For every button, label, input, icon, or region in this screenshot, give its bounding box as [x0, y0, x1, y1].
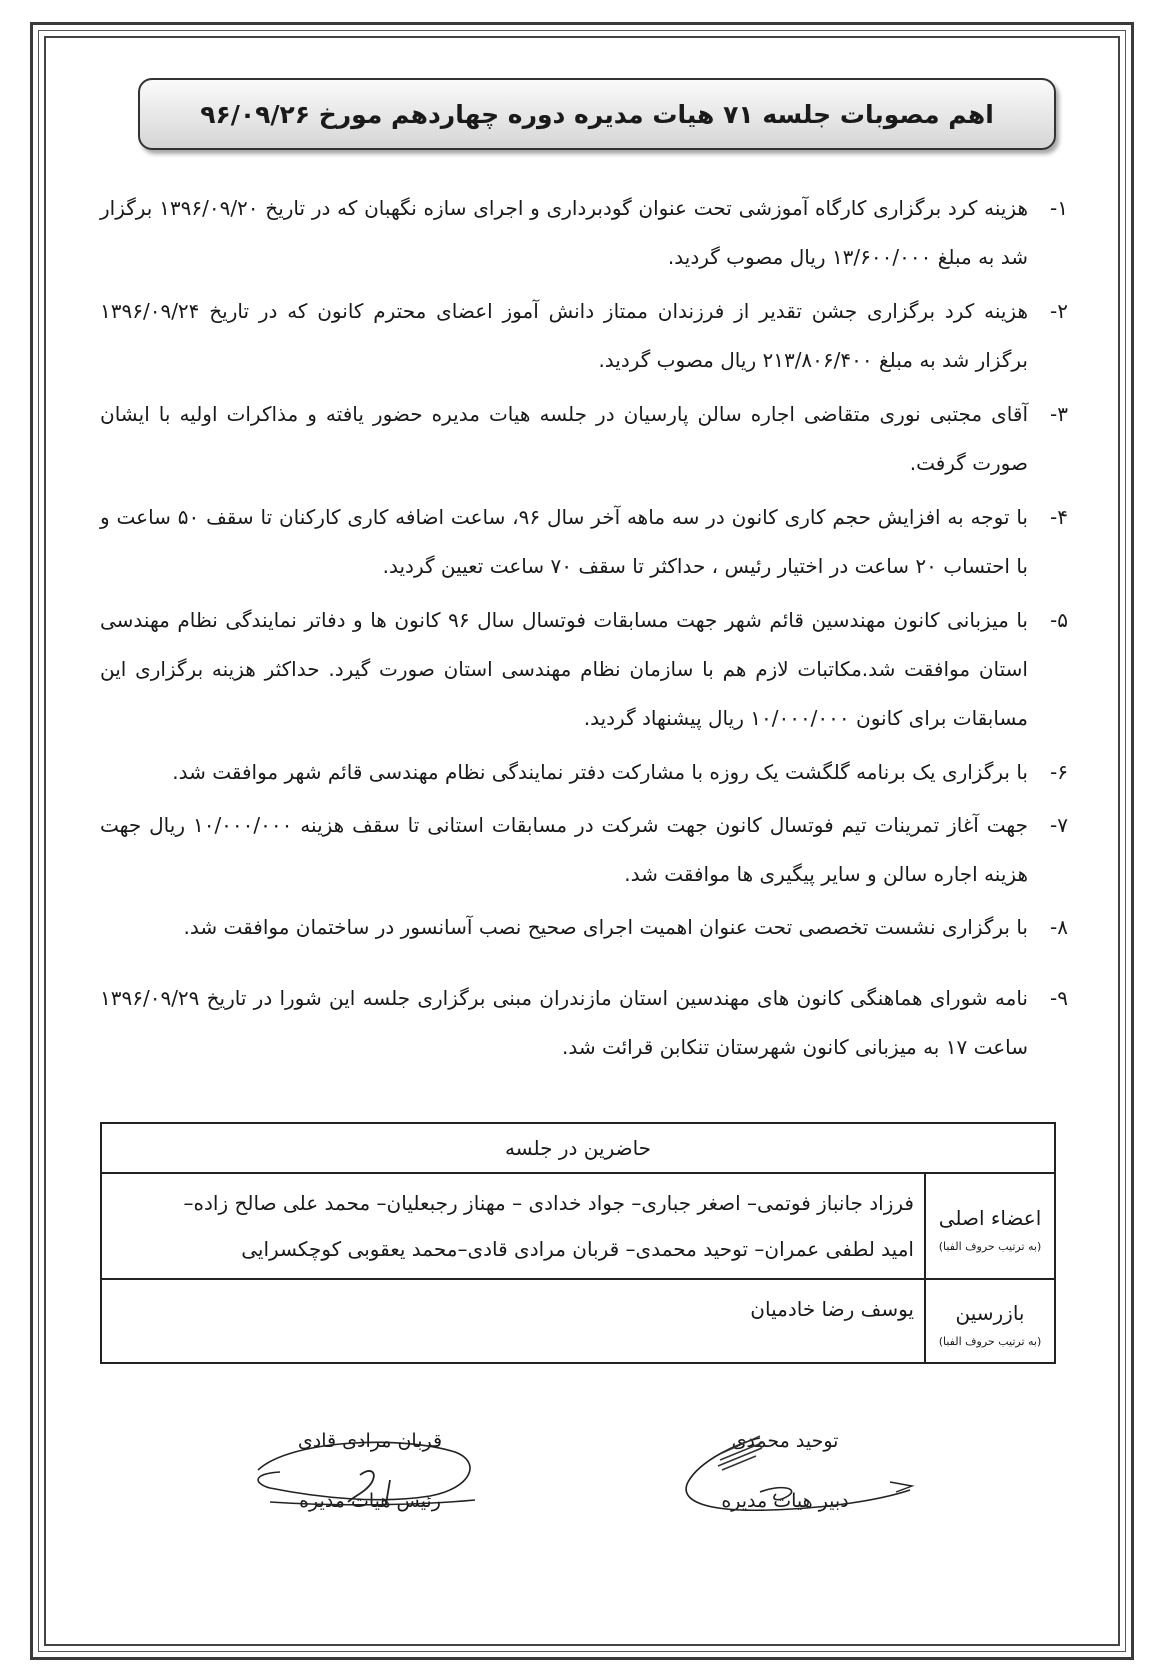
secretary-title: دبیر هیات مدیره [721, 1490, 849, 1512]
item-text: هزینه کرد برگزاری کارگاه آموزشی تحت عنوان گودبرداری و اجرای سازه نگهبان که در تاریخ ۱۳۹۶/۰۹/۲۰ برگزار شد به مبلغ ۱۳/۶۰۰/۰۰۰ ریال مصوب گردید. [100, 196, 1029, 269]
list-item [100, 493, 1068, 591]
item-number: ۱- [1050, 196, 1068, 220]
chairman-signature-icon [250, 1430, 490, 1530]
page-title: اهم مصوبات جلسه ۷۱ هیات مدیره دوره چهاردهم مورخ ۹۶/۰۹/۲۶ [200, 99, 994, 129]
attendance-header: حاضرین در جلسه [101, 1123, 1055, 1173]
inspectors-role-cell [925, 1279, 1055, 1363]
item-text: نامه شورای هماهنگی کانون های مهندسین استان مازندران مبنی برگزاری جلسه این شورا در تاریخ ۱۳۹۶/۰۹/۲۹ ساعت ۱۷ به میزبانی کانون شهرستان تنکابن قرائت شد. [100, 986, 1028, 1059]
item-number: ۸- [1050, 915, 1068, 939]
members-role-cell [925, 1173, 1055, 1279]
item-text: با برگزاری یک برنامه گلگشت یک روزه با مشارکت دفتر نمایندگی نظام مهندسی قائم شهر موافقت شد. [172, 760, 1028, 784]
chairman-title: رئیس هیات مدیره [299, 1490, 441, 1512]
attendance-table [100, 1122, 1056, 1364]
inspectors-note: (به ترتیب حروف الفبا) [938, 1334, 1042, 1348]
item-text: آقای مجتبی نوری متقاضی اجاره سالن پارسیان در جلسه هیات مدیره حضور یافته و مذاکرات اولیه با ایشان صورت گرفت. [100, 402, 1028, 475]
inspectors-names: یوسف رضا خادمیان [750, 1297, 914, 1321]
list-item [100, 974, 1068, 1072]
list-item [100, 596, 1068, 743]
list-item [100, 748, 1068, 797]
item-number: ۹- [1050, 986, 1068, 1010]
list-item [100, 390, 1068, 488]
inspectors-label: بازرسین [955, 1300, 1025, 1325]
list-item [100, 184, 1068, 282]
list-item [100, 903, 1068, 952]
members-line-1: فرزاد جانباز فوتمی– اصغر جباری– جواد خدادی – مهناز رجبعلیان– محمد علی صالح زاده– [183, 1191, 914, 1215]
item-text: جهت آغاز تمرینات تیم فوتسال کانون جهت شرکت در مسابقات استانی تا سقف هزینه ۱۰/۰۰۰/۰۰۰ ریال جهت هزینه اجاره سالن و سایر پیگیری ها موافقت شد. [100, 813, 1028, 886]
item-number: ۴- [1050, 505, 1068, 529]
list-item [100, 287, 1068, 385]
members-names-cell [101, 1173, 925, 1279]
item-number: ۶- [1050, 760, 1068, 784]
secretary-signature-block [660, 1430, 910, 1540]
secretary-name: توحید محمدی [731, 1430, 839, 1452]
members-note: (به ترتیب حروف الفبا) [938, 1239, 1042, 1253]
item-text: با برگزاری نشست تخصصی تحت عنوان اهمیت اجرای صحیح نصب آسانسور در ساختمان موافقت شد. [183, 915, 1028, 939]
secretary-signature-icon [660, 1430, 920, 1530]
item-number: ۵- [1050, 608, 1068, 632]
resolutions-list [100, 184, 1068, 1072]
item-number: ۲- [1050, 299, 1068, 323]
title-box [138, 78, 1056, 150]
item-number: ۷- [1050, 813, 1068, 837]
list-item [100, 801, 1068, 899]
item-text: هزینه کرد برگزاری جشن تقدیر از فرزندان ممتاز دانش آموز اعضای محترم کانون که در تاریخ ۱۳۹۶/۰۹/۲۴ برگزار شد به مبلغ ۲۱۳/۸۰۶/۴۰۰ ریال مصوب گردید. [100, 299, 1028, 372]
item-text: با میزبانی کانون مهندسین قائم شهر جهت مسابقات فوتسال سال ۹۶ کانون ها و دفاتر نمایندگی نظام مهندسی استان موافقت شد.مکاتبات لازم هم با سازمان نظام مهندسی استان صورت گیرد. حداکثر هزینه برگزاری این مسابقات برای کانون ۱۰/۰۰۰/۰۰۰ ریال پیشنهاد گردید. [100, 608, 1028, 730]
item-number: ۳- [1050, 402, 1068, 426]
members-line-2: امید لطفی عمران– توحید محمدی– قربان مرادی قادی–محمد یعقوبی کوچکسرایی [241, 1237, 914, 1261]
members-label: اعضاء اصلی [938, 1205, 1042, 1230]
chairman-signature-block [250, 1430, 490, 1540]
inspectors-names-cell [101, 1279, 925, 1363]
item-text: با توجه به افزایش حجم کاری کانون در سه ماهه آخر سال ۹۶، ساعت اضافه کاری کارکنان تا سقف ۵۰ ساعت و با احتساب ۲۰ ساعت در اختیار رئیس ، حداکثر تا سقف ۷۰ ساعت تعیین گردید. [100, 505, 1028, 578]
chairman-name: قربان مرادی قادی [297, 1430, 443, 1452]
